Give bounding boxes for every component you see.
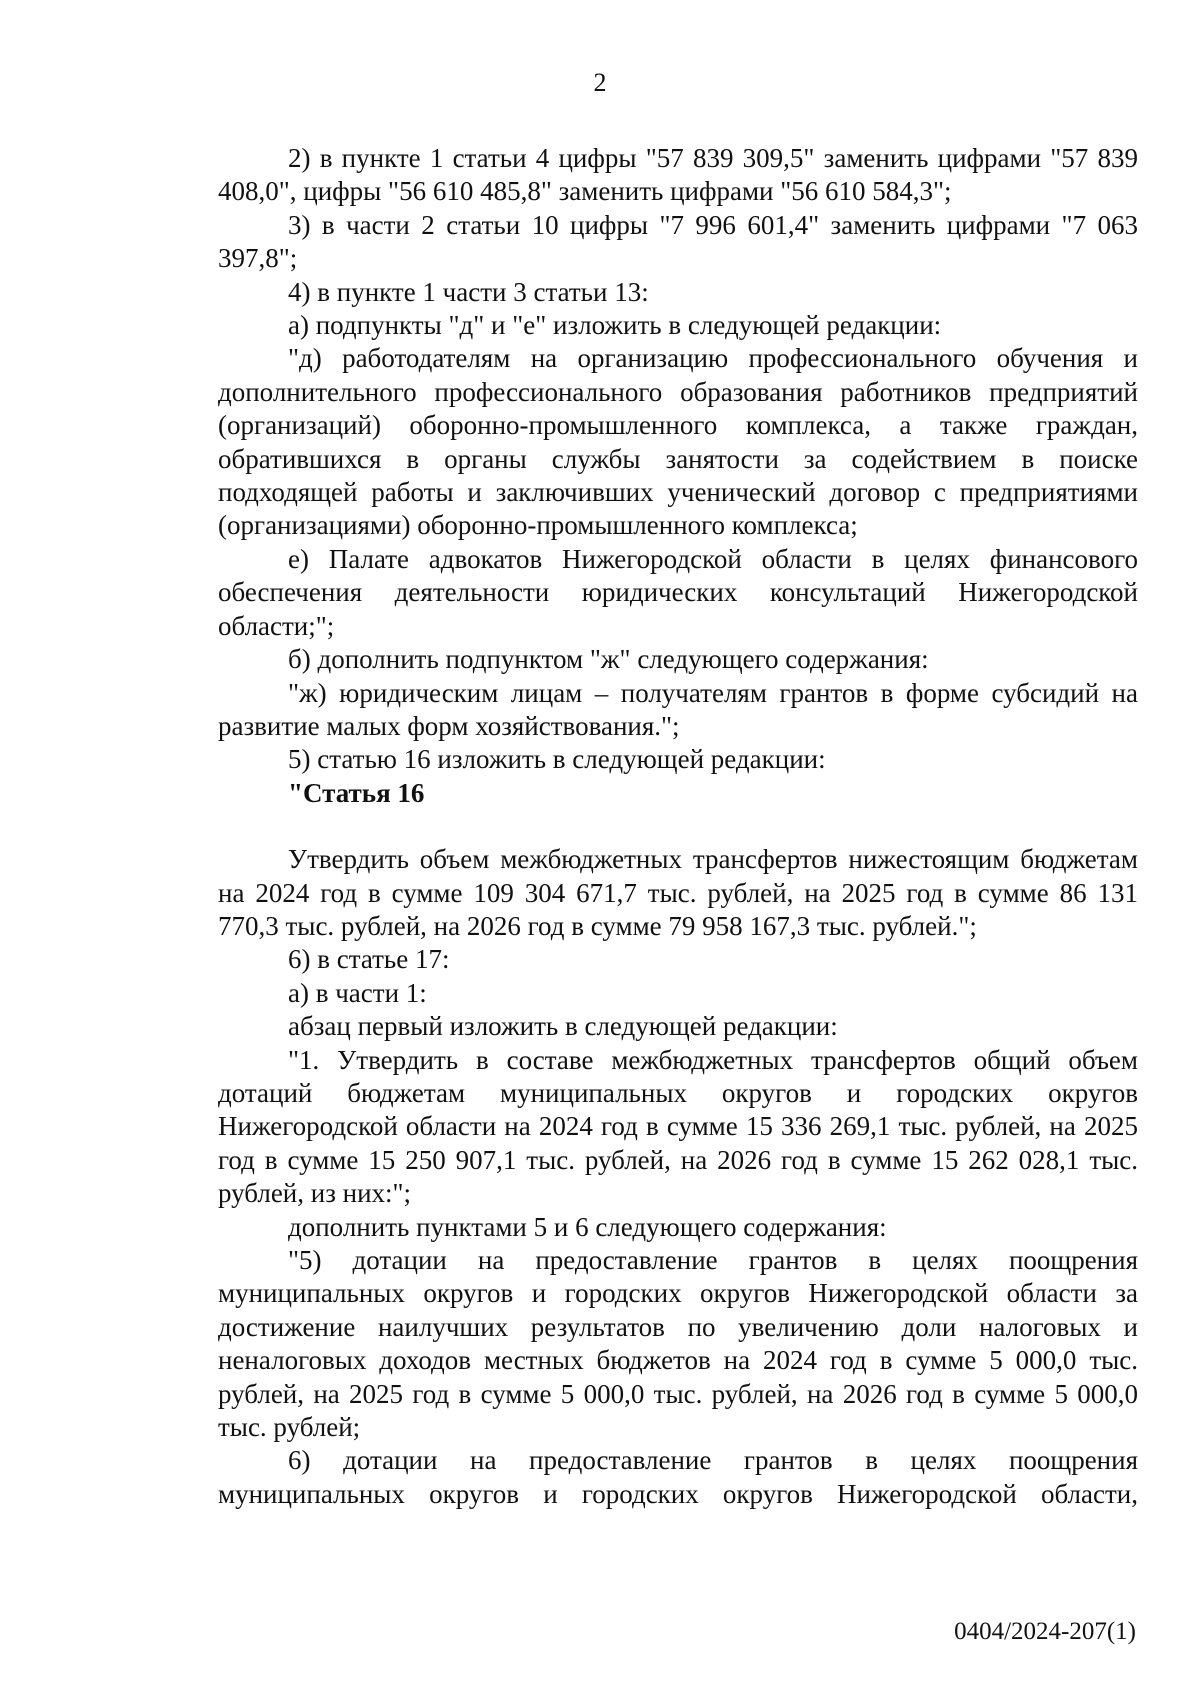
add-points-paragraph: дополнить пунктами 5 и 6 следующего содержания: xyxy=(288,1211,887,1242)
point-5-paragraph: "5) дотации на предоставление грантов в целях поощрения муниципальных округов и городских округов Нижегородской области за достижение наилучших результатов по увеличению доли налоговых и неналоговых доходов местных бюджетов на 2024 год в сумме 5 000,0 тыс. рублей, на 2025 год в сумме 5 000,0 тыс. рублей, на 2026 год в сумме 5 000,0 тыс. рублей; xyxy=(218,1245,1138,1443)
subitem-6a-paragraph: а) в части 1: xyxy=(288,977,427,1008)
part-1-text: "1. Утвердить в составе межбюджетных трансфертов общий объем дотаций бюджетам муниципальных округов и городских округов Нижегородской области на 2024 год в сумме 15 336 269,1 тыс. рублей, на 2025 год в сумме 15 250 907,1 тыс. рублей, на 2026 год в сумме 15 262 028,1 тыс. рублей, из них:"; xyxy=(218,1044,1138,1209)
article-16-heading: "Статья 16 xyxy=(288,777,425,808)
page-number: 2 xyxy=(593,68,607,97)
paragraph-first-edit: абзац первый изложить в следующей редакции: xyxy=(288,1011,838,1042)
subitem-d-paragraph: "д) работодателям на организацию профессионального обучения и дополнительного профессионального образования работников предприятий (организаций) оборонно-промышленного комплекса, а также граждан, обратившихся в органы службы занятости за содействием в поиске подходящей работы и заключивших ученический договор с предприятиями (организациями) оборонно-промышленного комплекса; xyxy=(218,343,1138,541)
point-6-paragraph: 6) дотации на предоставление грантов в целях поощрения муниципальных округов и городских округов Нижегородской области, xyxy=(218,1445,1138,1509)
subitem-4a-paragraph: а) подпункты "д" и "е" изложить в следующей редакции: xyxy=(288,310,942,341)
item-2-paragraph: 2) в пункте 1 статьи 4 цифры "57 839 309,5" заменить цифрами "57 839 408,0", цифры "56 610 485,8" заменить цифрами "56 610 584,3"; xyxy=(218,143,1138,207)
item-3-paragraph: 3) в части 2 статьи 10 цифры "7 996 601,4" заменить цифрами "7 063 397,8"; xyxy=(218,209,1138,274)
item-6-paragraph: 6) в статье 17: xyxy=(288,944,450,975)
document-code: 0404/2024-207(1) xyxy=(954,1618,1136,1645)
document-body xyxy=(218,142,1138,1511)
item-4-paragraph: 4) в пункте 1 части 3 статьи 13: xyxy=(288,276,649,307)
subitem-4b-paragraph: б) дополнить подпунктом "ж" следующего содержания: xyxy=(288,644,929,675)
article-16-text: Утвердить объем межбюджетных трансфертов нижестоящим бюджетам на 2024 год в сумме 109 304 671,7 тыс. рублей, на 2025 год в сумме 86 131 770,3 тыс. рублей, на 2026 год в сумме 79 958 167,3 тыс. рублей."; xyxy=(218,844,1138,941)
subitem-e-paragraph: е) Палате адвокатов Нижегородской области в целях финансового обеспечения деятельности юридических консультаций Нижегородской области;"; xyxy=(218,543,1138,641)
subitem-zh-paragraph: "ж) юридическим лицам – получателям грантов в форме субсидий на развитие малых форм хозяйствования."; xyxy=(218,677,1138,741)
item-5-paragraph: 5) статью 16 изложить в следующей редакции: xyxy=(288,744,826,775)
